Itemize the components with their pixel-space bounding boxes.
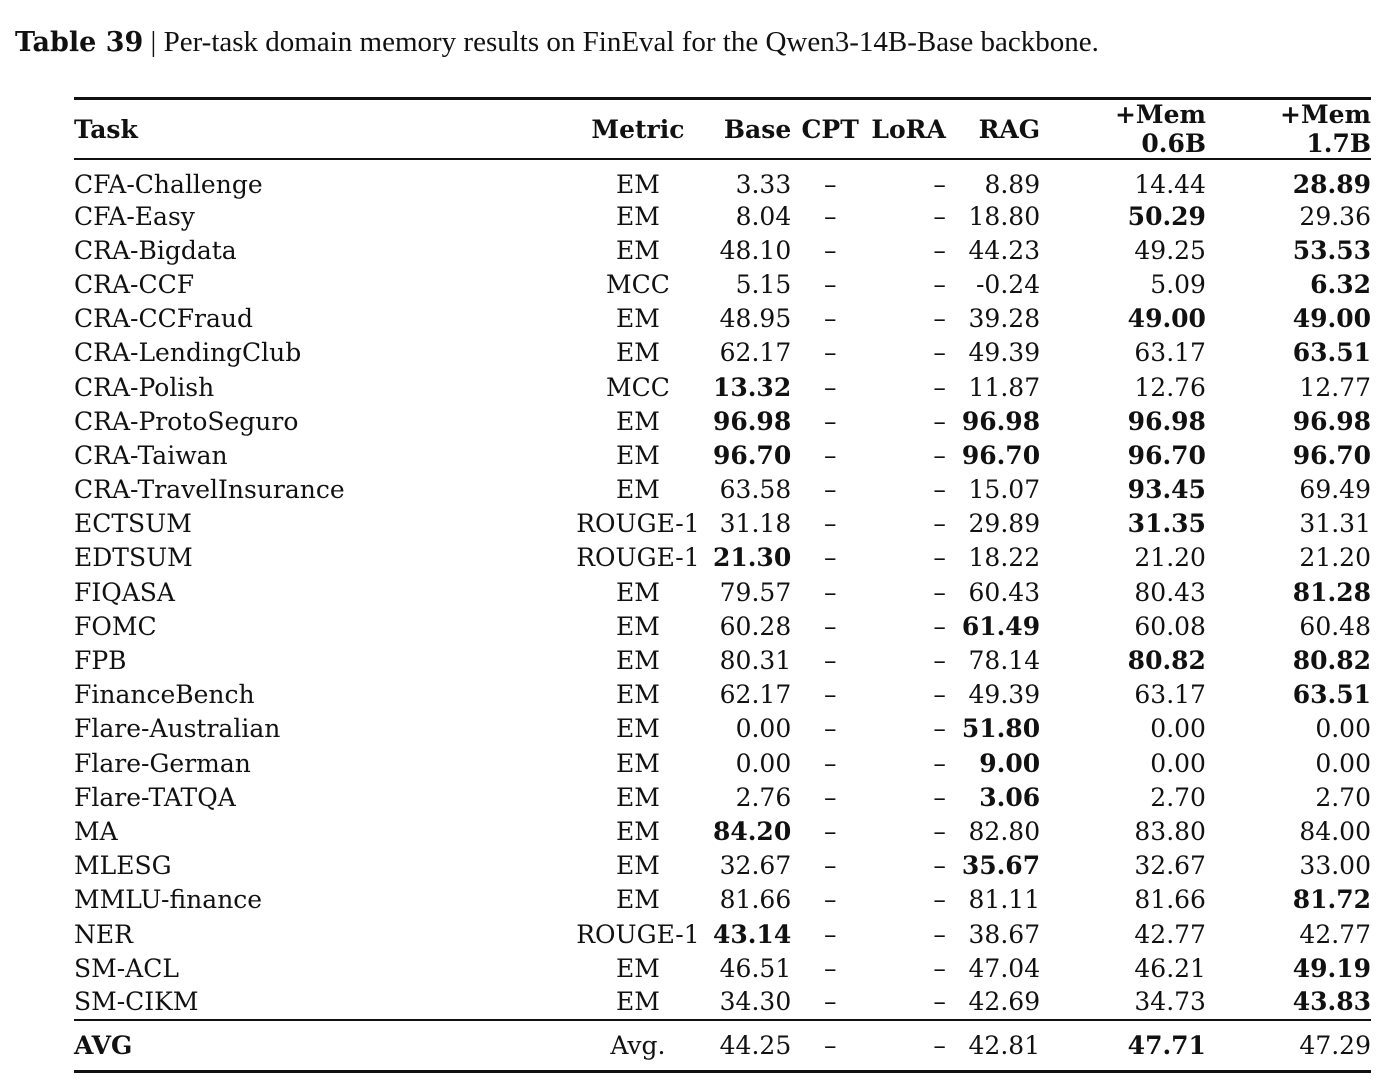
cell-mem-06b: 93.45 — [1127, 475, 1206, 505]
table-caption — [15, 26, 1099, 59]
cell-base: 48.95 — [719, 304, 792, 334]
cell-cpt: – — [823, 372, 837, 402]
cell-base: 0.00 — [735, 714, 792, 744]
cell-mem-06b: 80.43 — [1134, 577, 1206, 607]
cell-lora: – — [933, 235, 946, 265]
table-row — [74, 678, 1371, 712]
cell-base: 96.98 — [712, 406, 792, 436]
cell-mem-17b: 6.32 — [1310, 269, 1371, 299]
cell-mem-06b: 96.70 — [1127, 440, 1206, 470]
cell-task: FOMC — [74, 611, 157, 641]
cell-task: MMLU-finance — [74, 885, 263, 915]
cell-cpt: – — [823, 235, 837, 265]
cell-metric: EM — [616, 338, 660, 368]
cell-rag: 39.28 — [968, 304, 1041, 334]
cell-mem-17b: 28.89 — [1292, 170, 1371, 199]
header-task: Task — [74, 114, 138, 144]
table-row — [74, 438, 1371, 472]
table-row — [74, 814, 1371, 848]
cell-cpt: – — [823, 953, 837, 983]
cell-rag: 18.80 — [968, 201, 1041, 231]
cell-mem-17b: 43.83 — [1292, 987, 1371, 1017]
results-table — [74, 97, 1371, 1073]
cell-mem-17b: 69.49 — [1299, 475, 1371, 505]
cell-task: EDTSUM — [74, 543, 193, 573]
table-row — [74, 370, 1371, 404]
cell-base: 2.76 — [735, 782, 792, 812]
cell-rag: 51.80 — [961, 714, 1041, 744]
table-row — [74, 302, 1371, 336]
cell-mem-17b: 80.82 — [1292, 646, 1371, 676]
cell-lora: – — [933, 987, 946, 1017]
header-mem-06b: +Mem 0.6B — [1114, 100, 1206, 158]
caption-separator: | — [143, 26, 164, 58]
cell-base: 43.14 — [712, 919, 792, 949]
cell-lora: – — [933, 851, 946, 881]
cell-rag: 8.89 — [984, 170, 1041, 199]
cell-cpt: – — [823, 748, 837, 778]
cell-metric: MCC — [606, 372, 670, 402]
table-row — [74, 712, 1371, 746]
cell-metric: EM — [616, 646, 660, 676]
cell-lora: – — [933, 406, 946, 436]
header-base: Base — [723, 114, 792, 144]
cell-lora: – — [933, 475, 946, 505]
cell-base: 81.66 — [719, 885, 792, 915]
cell-mem-06b: 0.00 — [1150, 714, 1206, 744]
cell-lora: – — [933, 748, 946, 778]
cell-mem-17b: 29.36 — [1299, 201, 1371, 231]
table-row — [74, 267, 1371, 301]
cell-cpt: – — [823, 646, 837, 676]
cell-task: CRA-Bigdata — [74, 235, 237, 265]
cell-task: CRA-LendingClub — [74, 338, 302, 368]
cell-base: 84.20 — [712, 816, 792, 846]
cell-task: CRA-TravelInsurance — [74, 475, 345, 505]
cell-lora: – — [933, 646, 946, 676]
header-mem-17b: +Mem 1.7B — [1280, 100, 1371, 158]
cell-lora: – — [933, 440, 946, 470]
cell-mem-06b: 63.17 — [1134, 680, 1206, 710]
cell-metric: EM — [616, 885, 660, 915]
cell-mem-17b: 81.28 — [1292, 577, 1371, 607]
header-rag: RAG — [978, 114, 1041, 144]
cell-base: 48.10 — [719, 235, 792, 265]
cell-task: Flare-German — [74, 748, 251, 778]
table-row — [74, 985, 1371, 1019]
table-row — [74, 159, 1371, 199]
cell-cpt: – — [796, 1020, 864, 1072]
table-row — [74, 541, 1371, 575]
cell-mem-06b: 12.76 — [1134, 372, 1206, 402]
cell-rag: 60.43 — [968, 577, 1041, 607]
cell-rag: 47.04 — [968, 953, 1041, 983]
cell-task: CRA-CCFraud — [74, 304, 254, 334]
cell-mem-06b: 49.00 — [1127, 304, 1206, 334]
table-row — [74, 780, 1371, 814]
cell-rag: 42.81 — [951, 1020, 1045, 1072]
cell-rag: 96.98 — [961, 406, 1041, 436]
cell-metric: EM — [616, 440, 660, 470]
cell-metric: Avg. — [571, 1020, 704, 1072]
cell-mem-06b: 42.77 — [1134, 919, 1206, 949]
cell-lora: – — [933, 338, 946, 368]
table-header — [74, 99, 1371, 160]
cell-base: 63.58 — [719, 475, 792, 505]
cell-rag: 49.39 — [968, 680, 1041, 710]
cell-metric: EM — [616, 577, 660, 607]
cell-cpt: – — [823, 543, 837, 573]
cell-lora: – — [933, 611, 946, 641]
cell-metric: EM — [616, 304, 660, 334]
cell-metric: ROUGE-1 — [576, 509, 700, 539]
cell-mem-17b: 96.98 — [1292, 406, 1371, 436]
cell-rag: 82.80 — [968, 816, 1041, 846]
cell-task: FinanceBench — [74, 680, 255, 710]
cell-metric: EM — [616, 406, 660, 436]
cell-rag: 11.87 — [968, 372, 1041, 402]
cell-mem-06b: 50.29 — [1127, 201, 1206, 231]
table-row — [74, 849, 1371, 883]
cell-mem-17b: 2.70 — [1315, 782, 1371, 812]
cell-cpt: – — [823, 987, 837, 1017]
cell-lora: – — [933, 816, 946, 846]
cell-base: 8.04 — [735, 201, 792, 231]
cell-cpt: – — [823, 714, 837, 744]
header-cpt: CPT — [801, 114, 859, 144]
table-row — [74, 336, 1371, 370]
cell-task: SM-ACL — [74, 953, 179, 983]
cell-lora: – — [933, 885, 946, 915]
cell-mem-06b: 14.44 — [1134, 170, 1206, 199]
table-row — [74, 507, 1371, 541]
cell-task: CFA-Easy — [74, 201, 195, 231]
cell-mem-17b: 63.51 — [1292, 680, 1371, 710]
cell-rag: 15.07 — [968, 475, 1041, 505]
cell-lora: – — [864, 1020, 951, 1072]
table-row — [74, 951, 1371, 985]
cell-mem-06b: 46.21 — [1134, 953, 1206, 983]
table-row — [74, 609, 1371, 643]
cell-mem-17b: 0.00 — [1315, 748, 1371, 778]
cell-base: 44.25 — [705, 1020, 797, 1072]
table-row — [74, 199, 1371, 233]
cell-rag: 38.67 — [968, 919, 1041, 949]
cell-cpt: – — [823, 611, 837, 641]
cell-cpt: – — [823, 782, 837, 812]
cell-mem-06b: 31.35 — [1127, 509, 1206, 539]
cell-base: 60.28 — [719, 611, 792, 641]
cell-mem-06b: 47.71 — [1045, 1020, 1211, 1072]
cell-rag: 44.23 — [968, 235, 1041, 265]
cell-base: 13.32 — [712, 372, 792, 402]
cell-base: 5.15 — [735, 269, 792, 299]
cell-rag: 96.70 — [961, 440, 1041, 470]
cell-cpt: – — [823, 440, 837, 470]
cell-task: ECTSUM — [74, 509, 192, 539]
cell-rag: 9.00 — [979, 748, 1041, 778]
cell-mem-17b: 0.00 — [1315, 714, 1371, 744]
cell-cpt: – — [823, 170, 837, 199]
cell-mem-06b: 32.67 — [1134, 851, 1206, 881]
cell-task: CRA-ProtoSeguro — [74, 406, 299, 436]
cell-metric: EM — [616, 714, 660, 744]
cell-task: SM-CIKM — [74, 987, 199, 1017]
cell-task: MA — [74, 816, 118, 846]
cell-cpt: – — [823, 201, 837, 231]
cell-cpt: – — [823, 851, 837, 881]
cell-mem-06b: 81.66 — [1134, 885, 1206, 915]
cell-rag: 35.67 — [961, 851, 1041, 881]
table-row — [74, 473, 1371, 507]
table-row — [74, 404, 1371, 438]
cell-cpt: – — [823, 885, 837, 915]
cell-metric: EM — [616, 611, 660, 641]
cell-mem-06b: 5.09 — [1150, 269, 1206, 299]
cell-task: CRA-Taiwan — [74, 440, 228, 470]
cell-rag: 81.11 — [968, 885, 1041, 915]
cell-rag: 29.89 — [968, 509, 1041, 539]
cell-base: 3.33 — [735, 170, 792, 199]
cell-metric: EM — [616, 953, 660, 983]
table-row — [74, 883, 1371, 917]
table-row — [74, 917, 1371, 951]
cell-base: 80.31 — [719, 646, 792, 676]
header-row — [74, 99, 1371, 160]
cell-task: Flare-TATQA — [74, 782, 236, 812]
cell-task: CRA-CCF — [74, 269, 195, 299]
cell-cpt: – — [823, 338, 837, 368]
cell-mem-06b: 0.00 — [1150, 748, 1206, 778]
cell-mem-17b: 60.48 — [1299, 611, 1371, 641]
cell-lora: – — [933, 269, 946, 299]
cell-metric: EM — [616, 235, 660, 265]
cell-task: NER — [74, 919, 133, 949]
cell-task: FPB — [74, 646, 127, 676]
cell-mem-06b: 60.08 — [1134, 611, 1206, 641]
cell-base: 21.30 — [712, 543, 792, 573]
cell-task: FIQASA — [74, 577, 175, 607]
caption-text: Per-task domain memory results on FinEval for the Qwen3-14B-Base backbone. — [163, 26, 1099, 58]
cell-mem-06b: 2.70 — [1150, 782, 1206, 812]
cell-task: MLESG — [74, 851, 172, 881]
cell-mem-06b: 96.98 — [1127, 406, 1206, 436]
cell-task: CFA-Challenge — [74, 170, 263, 199]
cell-cpt: – — [823, 680, 837, 710]
cell-mem-06b: 21.20 — [1134, 543, 1206, 573]
table-row — [74, 643, 1371, 677]
cell-metric: MCC — [606, 269, 670, 299]
cell-mem-17b: 81.72 — [1292, 885, 1371, 915]
caption-label: Table 39 — [15, 27, 144, 58]
cell-lora: – — [933, 509, 946, 539]
cell-mem-17b: 31.31 — [1299, 509, 1371, 539]
average-row — [74, 1020, 1371, 1072]
cell-mem-17b: 84.00 — [1299, 816, 1371, 846]
cell-metric: EM — [616, 782, 660, 812]
cell-base: 32.67 — [719, 851, 792, 881]
cell-cpt: – — [823, 475, 837, 505]
cell-rag: 49.39 — [968, 338, 1041, 368]
cell-mem-17b: 42.77 — [1299, 919, 1371, 949]
cell-cpt: – — [823, 816, 837, 846]
cell-mem-17b: 47.29 — [1211, 1020, 1371, 1072]
cell-mem-17b: 96.70 — [1292, 440, 1371, 470]
cell-lora: – — [933, 919, 946, 949]
cell-rag: -0.24 — [975, 269, 1041, 299]
cell-task: CRA-Polish — [74, 372, 215, 402]
cell-cpt: – — [823, 406, 837, 436]
cell-metric: EM — [616, 748, 660, 778]
cell-lora: – — [933, 680, 946, 710]
header-lora: LoRA — [871, 114, 946, 144]
cell-lora: – — [933, 304, 946, 334]
cell-mem-17b: 33.00 — [1299, 851, 1371, 881]
cell-mem-17b: 21.20 — [1299, 543, 1371, 573]
cell-mem-17b: 12.77 — [1299, 372, 1371, 402]
cell-rag: 18.22 — [968, 543, 1041, 573]
cell-metric: EM — [616, 475, 660, 505]
cell-lora: – — [933, 543, 946, 573]
cell-metric: EM — [616, 987, 660, 1017]
cell-mem-17b: 49.00 — [1292, 304, 1371, 334]
table-row — [74, 746, 1371, 780]
cell-mem-06b: 34.73 — [1134, 987, 1206, 1017]
cell-lora: – — [933, 577, 946, 607]
cell-metric: ROUGE-1 — [576, 543, 700, 573]
cell-lora: – — [933, 953, 946, 983]
header-metric: Metric — [591, 114, 685, 144]
cell-lora: – — [933, 782, 946, 812]
cell-base: 96.70 — [712, 440, 792, 470]
cell-rag: 78.14 — [968, 646, 1041, 676]
cell-base: 34.30 — [719, 987, 792, 1017]
cell-metric: EM — [616, 201, 660, 231]
table-row — [74, 575, 1371, 609]
cell-base: 0.00 — [735, 748, 792, 778]
cell-mem-06b: 80.82 — [1127, 646, 1206, 676]
cell-base: 62.17 — [719, 338, 792, 368]
cell-task: Flare-Australian — [74, 714, 281, 744]
cell-rag: 61.49 — [961, 611, 1041, 641]
cell-cpt: – — [823, 304, 837, 334]
cell-mem-06b: 63.17 — [1134, 338, 1206, 368]
cell-mem-17b: 63.51 — [1292, 338, 1371, 368]
cell-mem-17b: 49.19 — [1292, 953, 1371, 983]
cell-lora: – — [933, 714, 946, 744]
cell-cpt: – — [823, 577, 837, 607]
cell-mem-06b: 83.80 — [1134, 816, 1206, 846]
cell-task: AVG — [74, 1020, 571, 1072]
cell-cpt: – — [823, 919, 837, 949]
cell-mem-17b: 53.53 — [1292, 235, 1371, 265]
cell-base: 62.17 — [719, 680, 792, 710]
cell-metric: EM — [616, 816, 660, 846]
cell-metric: EM — [616, 851, 660, 881]
cell-cpt: – — [823, 509, 837, 539]
cell-metric: ROUGE-1 — [576, 919, 700, 949]
cell-lora: – — [933, 170, 946, 199]
cell-lora: – — [933, 201, 946, 231]
cell-rag: 42.69 — [968, 987, 1041, 1017]
cell-lora: – — [933, 372, 946, 402]
cell-metric: EM — [616, 170, 660, 199]
cell-base: 46.51 — [719, 953, 792, 983]
cell-metric: EM — [616, 680, 660, 710]
table-row — [74, 233, 1371, 267]
table-body — [74, 159, 1371, 1071]
cell-base: 79.57 — [719, 577, 792, 607]
cell-cpt: – — [823, 269, 837, 299]
cell-base: 31.18 — [719, 509, 792, 539]
cell-mem-06b: 49.25 — [1134, 235, 1206, 265]
cell-rag: 3.06 — [979, 782, 1041, 812]
